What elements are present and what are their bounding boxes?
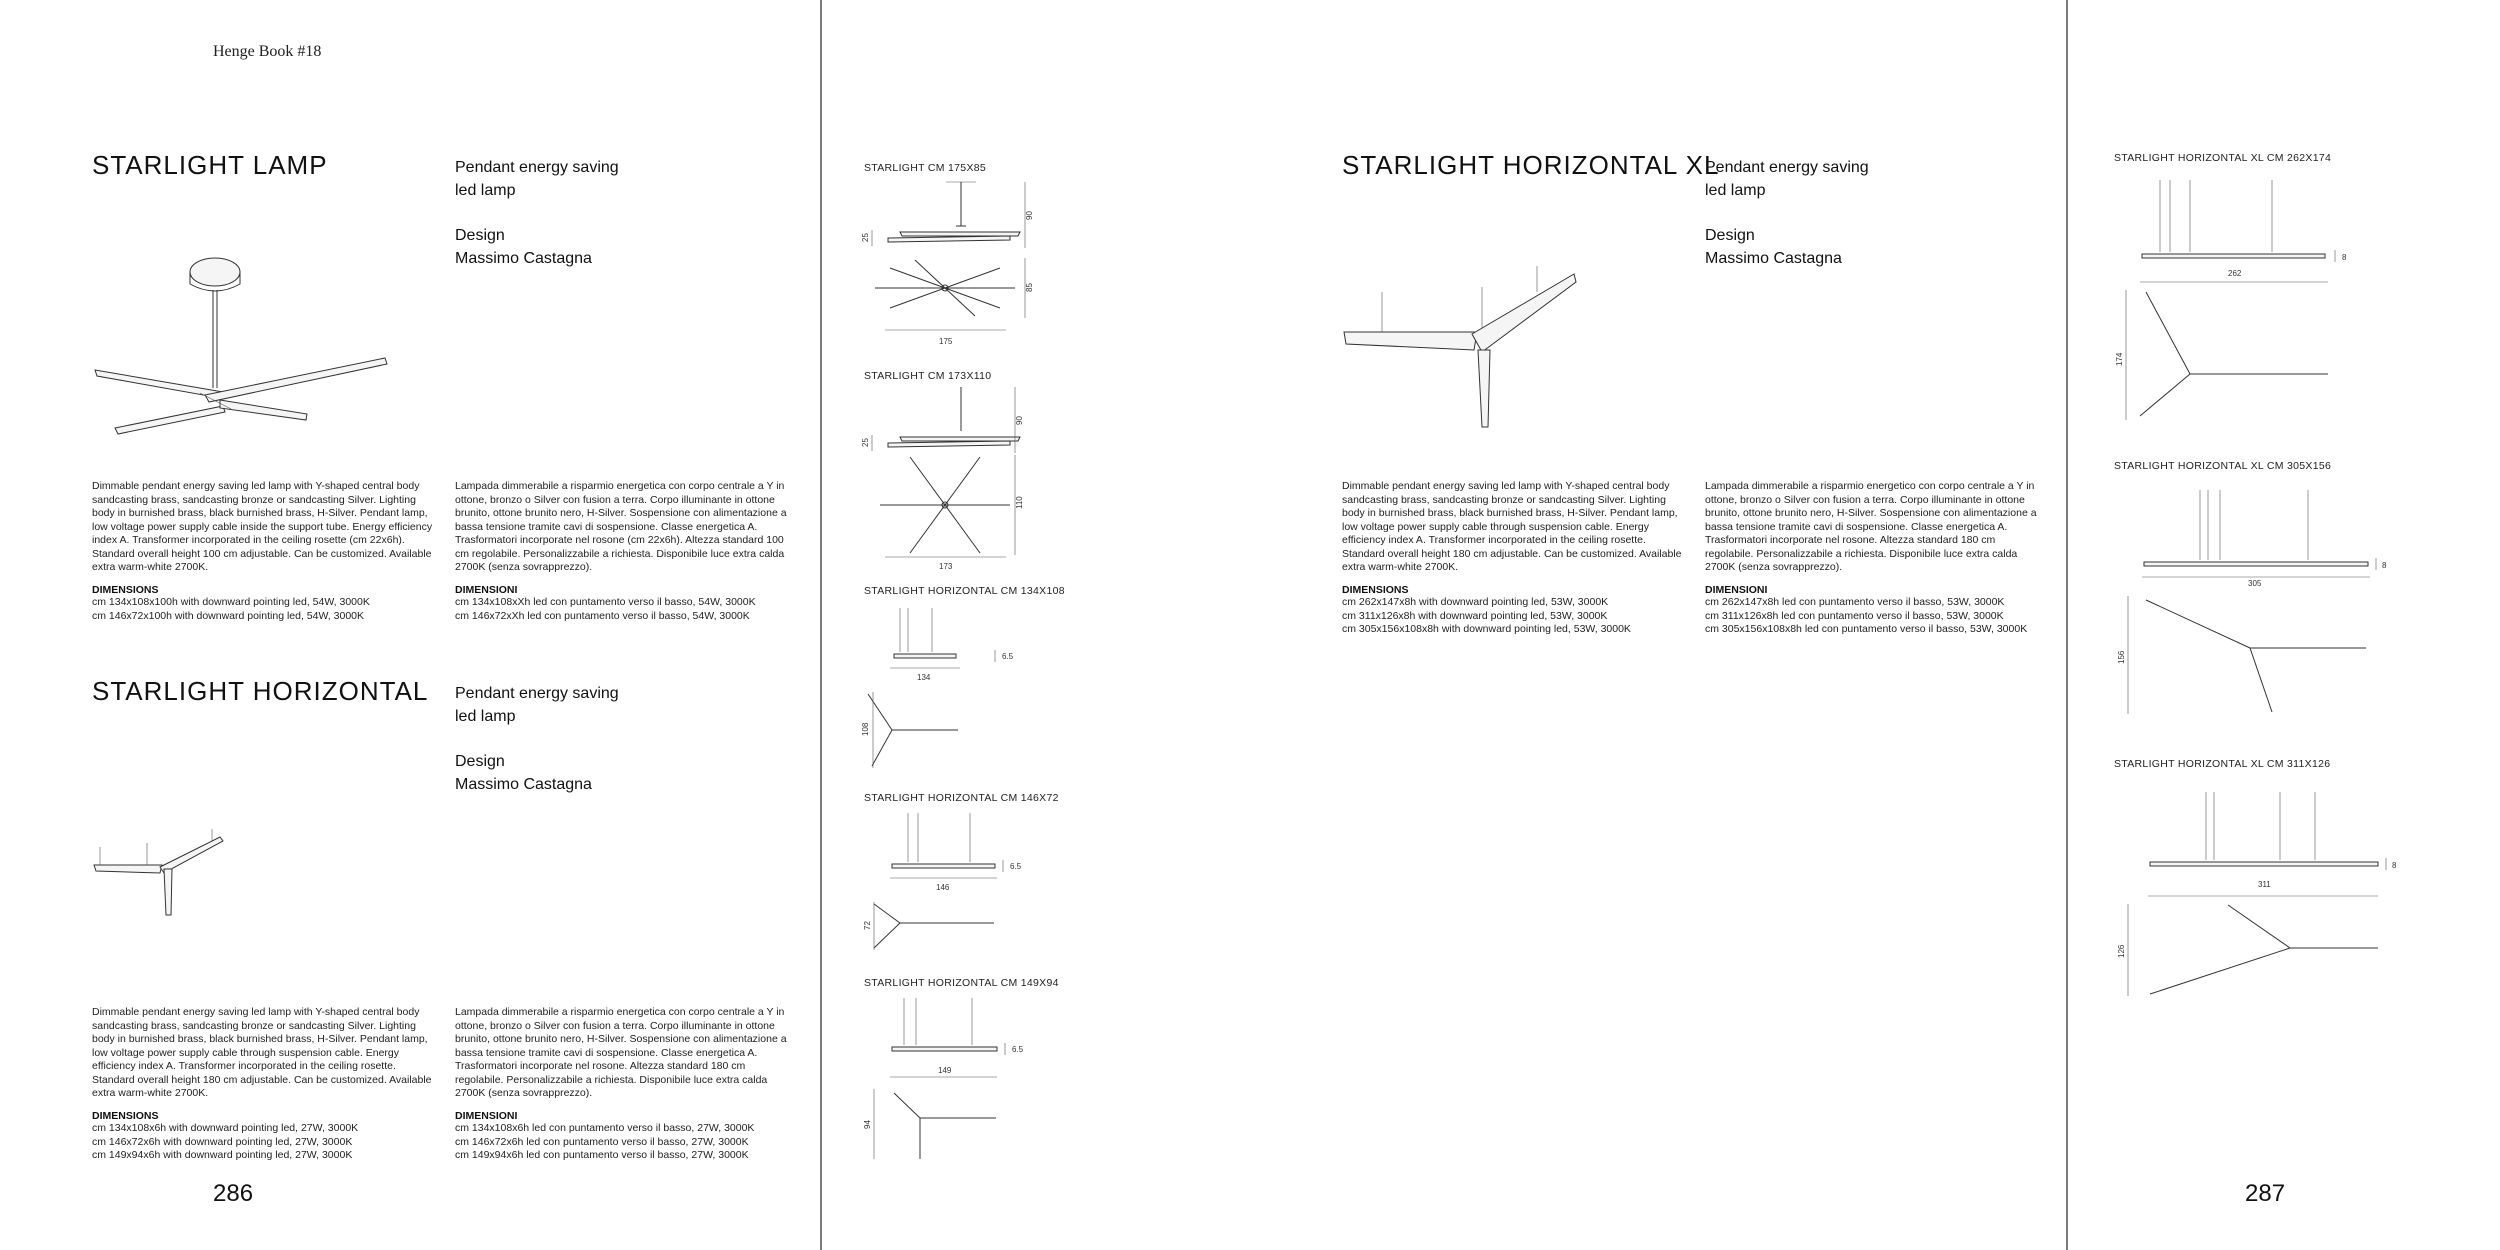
svg-text:305: 305: [2248, 579, 2262, 588]
dims-en-lamp: DIMENSIONS cm 134x108x100h with downward pointing led, 54W, 3000K cm 146x72x100h with downward pointing led, 54W, 3000K: [92, 584, 370, 622]
drawing-label: STARLIGHT HORIZONTAL CM 134X108: [864, 585, 1065, 597]
book-title: Henge Book #18: [213, 43, 322, 60]
svg-text:173: 173: [939, 562, 953, 571]
desc-en-horizontal: Dimmable pendant energy saving led lamp with Y-shaped central body sandcasting brass, sandcasting bronze or sandcasting Silver. Lighting body in burnished brass, black burnished brass, H-Silver. Pendant lamp, low voltage power supply cable through suspension cable. Energy efficiency index A. Transformer incorporated in the ceiling rosette. Standard overall height 180 cm adjustable. Can be customized. Available extra warm-white 2700K.: [92, 1006, 432, 1099]
dims-en-horizontal: DIMENSIONS cm 134x108x6h with downward pointing led, 27W, 3000K cm 146x72x6h with downward pointing led, 27W, 3000K cm 149x94x6h with downward pointing led, 27W, 3000K: [92, 1110, 359, 1161]
desc-it-horizontal: Lampada dimmerabile a risparmio energetica con corpo centrale a Y in ottone, bronzo o Silver con fusion a terra. Corpo illuminante in ottone brunito, ottone brunito nero, H-Silver. Sospensione con alimentazione a bassa tensione tramite cavi di sospensione. Classe energetica A. Trasformatori incorporate nel rosone. Altezza standard 180 cm regolabile. Personalizzabile a richiesta. Disponibile luce extra calda 2700K (senza sovrapprezzo).: [455, 1006, 787, 1099]
design-label: Design: [455, 227, 505, 244]
technical-drawing-h-134x108: [860, 600, 1060, 775]
drawing-label: STARLIGHT CM 173X110: [864, 370, 992, 382]
drawing-label: STARLIGHT HORIZONTAL XL CM 311X126: [2114, 758, 2331, 770]
svg-text:8: 8: [2382, 561, 2387, 570]
starlight-lamp-illustration: [85, 250, 405, 450]
drawing-label: STARLIGHT HORIZONTAL XL CM 305X156: [2114, 460, 2332, 472]
desc-it-xl: Lampada dimmerabile a risparmio energetico con corpo centrale a Y in ottone, bronzo o Silver con fusion a terra. Corpo illuminante in ottone brunito, ottone brunito nero, H-Silver. Sospensione con alimentazione a bassa tensione tramite cavi di sospensione. Classe energetica A. Trasformatori incorporate nel rosone. Altezza standard 180 cm regolabile. Personalizzabile a richiesta. Disponibile luce extra calda 2700K (senza sovrapprezzo).: [1705, 480, 2037, 573]
svg-text:90: 90: [1015, 416, 1024, 425]
technical-drawing-xl-262x174: [2110, 170, 2370, 430]
svg-text:311: 311: [2258, 880, 2271, 889]
technical-drawing-xl-305x156: [2110, 478, 2390, 728]
dims-it-xl: DIMENSIONI cm 262x147x8h led con puntamento verso il basso, 53W, 3000K cm 311x126x8h led con puntamento verso il basso, 53W, 3000K cm 305x156x108x8h led con puntamento verso il basso, 53W, 3000K: [1705, 584, 2028, 635]
product-title-xl: STARLIGHT HORIZONTAL XL: [1342, 150, 1720, 180]
designer-name: Massimo Castagna: [1705, 250, 1842, 267]
technical-drawing-h-146x72: [860, 808, 1060, 958]
svg-text:90: 90: [1025, 211, 1034, 220]
svg-text:6.5: 6.5: [1010, 862, 1022, 871]
product-title-lamp: STARLIGHT LAMP: [92, 150, 328, 180]
drawing-label: STARLIGHT HORIZONTAL CM 146X72: [864, 792, 1059, 804]
svg-text:146: 146: [936, 883, 950, 892]
svg-text:175: 175: [939, 337, 953, 346]
dims-it-horizontal: DIMENSIONI cm 134x108x6h led con puntamento verso il basso, 27W, 3000K cm 146x72x6h led con puntamento verso il basso, 27W, 3000K cm 149x94x6h led con puntamento verso il basso, 27W, 3000K: [455, 1110, 755, 1161]
desc-en-xl: Dimmable pendant energy saving led lamp with Y-shaped central body sandcasting brass, sandcasting bronze or sandcasting Silver. Lighting body in burnished brass, black burnished brass, H-Silver. Pendant lamp, low voltage power supply cable through suspension cable. Energy efficiency index A. Transformer incorporated in the ceiling rosette. Standard overall height 180 cm adjustable. Can be customized. Available extra warm-white 2700K.: [1342, 480, 1682, 573]
product-subtitle-horizontal: Pendant energy saving led lamp Design Massimo Castagna: [455, 682, 619, 796]
drawing-label: STARLIGHT HORIZONTAL CM 149X94: [864, 977, 1059, 989]
svg-text:134: 134: [917, 673, 931, 682]
svg-text:6.5: 6.5: [1012, 1045, 1024, 1054]
dims-en-xl: DIMENSIONS cm 262x147x8h with downward pointing led, 53W, 3000K cm 311x126x8h with downward pointing led, 53W, 3000K cm 305x156x108x8h with downward pointing led, 53W, 3000K: [1342, 584, 1631, 635]
page-gutter-left: [820, 0, 822, 1250]
product-subtitle-xl: Pendant energy saving led lamp Design Massimo Castagna: [1705, 156, 1869, 270]
technical-drawing-175x85: [860, 180, 1060, 360]
svg-text:25: 25: [861, 438, 870, 447]
svg-text:8: 8: [2342, 253, 2347, 262]
page-number-right: 287: [2245, 1180, 2286, 1207]
svg-text:126: 126: [2117, 944, 2126, 958]
drawing-label: STARLIGHT HORIZONTAL XL CM 262X174: [2114, 152, 2332, 164]
page-gutter-right: [2066, 0, 2068, 1250]
svg-text:6.5: 6.5: [1002, 652, 1014, 661]
technical-drawing-xl-311x126: [2110, 778, 2397, 1008]
svg-text:174: 174: [2115, 352, 2124, 366]
svg-text:110: 110: [1015, 496, 1024, 509]
design-label: Design: [1705, 227, 1755, 244]
svg-text:25: 25: [861, 233, 870, 242]
designer-name: Massimo Castagna: [455, 776, 592, 793]
starlight-horizontal-illustration: [92, 825, 232, 925]
design-label: Design: [455, 753, 505, 770]
desc-en-lamp: Dimmable pendant energy saving led lamp with Y-shaped central body sandcasting brass, sandcasting bronze or sandcasting Silver. Lighting body in burnished brass, black burnished brass, H-Silver. Pendant lamp, low voltage power supply cable inside the support tube. Energy efficiency index A. Transformer incorporated in the ceiling rosette (cm 22x6h). Standard overall height 100 cm adjustable. Can be customized. Available extra warm-white 2700K.: [92, 480, 433, 573]
designer-name: Massimo Castagna: [455, 250, 592, 267]
svg-text:85: 85: [1025, 283, 1034, 292]
starlight-horizontal-xl-illustration: [1342, 262, 1582, 432]
product-title-horizontal: STARLIGHT HORIZONTAL: [92, 676, 429, 706]
svg-text:72: 72: [863, 921, 872, 930]
page-number-left: 286: [213, 1180, 254, 1207]
product-subtitle-lamp: Pendant energy saving led lamp Design Massimo Castagna: [455, 156, 619, 270]
desc-it-lamp: Lampada dimmerabile a risparmio energetica con corpo centrale a Y in ottone, bronzo o Silver con fusion a terra. Corpo illuminante in ottone brunito, ottone brunito nero, H-Silver. Sospensione con alimentazione a bassa tensione tramite cavi di sospensione. Classe energetica A. Trasformatori incorporate nel rosone (cm 22x6h). Altezza standard 100 cm regolabile. Personalizzabile a richiesta. Disponibile luce extra calda 2700K (senza sovrapprezzo).: [455, 480, 787, 573]
svg-text:8: 8: [2392, 861, 2397, 870]
svg-text:108: 108: [861, 722, 870, 736]
svg-text:262: 262: [2228, 269, 2242, 278]
svg-text:94: 94: [863, 1120, 872, 1129]
svg-text:156: 156: [2117, 650, 2126, 664]
technical-drawing-173x110: [860, 385, 1060, 575]
dims-it-lamp: DIMENSIONI cm 134x108xXh led con puntamento verso il basso, 54W, 3000K cm 146x72xXh led con puntamento verso il basso, 54W, 3000K: [455, 584, 756, 622]
drawing-label: STARLIGHT CM 175X85: [864, 162, 987, 174]
svg-text:149: 149: [938, 1066, 952, 1075]
technical-drawing-h-149x94: [860, 993, 1060, 1163]
